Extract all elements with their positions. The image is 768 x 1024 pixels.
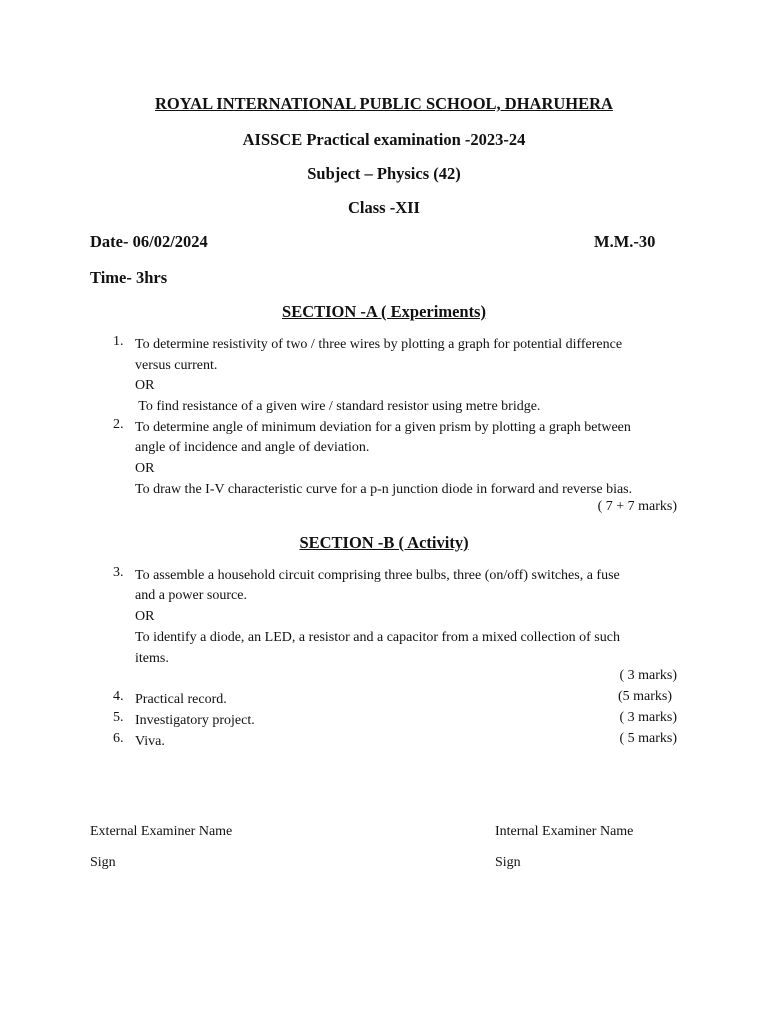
item-1-alternative: To find resistance of a given wire / standard resistor using metre bridge. — [135, 399, 541, 414]
section-a-title: SECTION -A ( Experiments) — [282, 302, 486, 321]
item-2-line-2: angle of incidence and angle of deviation. — [135, 440, 370, 455]
item-6-marks: ( 5 marks) — [619, 731, 677, 746]
exam-title: AISSCE Practical examination -2023-24 — [242, 130, 526, 149]
item-3-line-1: To assemble a household circuit comprising three bulbs, three (on/off) switches, a fuse — [135, 568, 620, 583]
item-3-alternative-line-2: items. — [135, 651, 169, 666]
section-b-title: SECTION -B ( Activity) — [299, 533, 469, 552]
item-number: 1. — [113, 334, 124, 349]
item-1-line-1: To determine resistivity of two / three wires by plotting a graph for potential difference — [135, 337, 623, 352]
school-name: ROYAL INTERNATIONAL PUBLIC SCHOOL, DHARUHERA — [155, 94, 613, 113]
item-2-line-1: To determine angle of minimum deviation for a given prism by plotting a graph between — [135, 420, 631, 435]
item-2-alternative: To draw the I-V characteristic curve for a p-n junction diode in forward and reverse bias. — [135, 482, 633, 497]
item-4-marks: (5 marks) — [617, 689, 672, 704]
item-4-text: Practical record. — [135, 692, 227, 707]
item-6-text: Viva. — [135, 734, 165, 749]
item-1-or: OR — [135, 378, 155, 393]
item-number: 6. — [113, 731, 124, 746]
internal-examiner-name: Internal Examiner Name — [495, 824, 634, 839]
item-2-or: OR — [135, 461, 155, 476]
item-number: 2. — [113, 417, 124, 432]
subject-line: Subject – Physics (42) — [307, 164, 461, 183]
exam-date: Date- 06/02/2024 — [90, 232, 208, 251]
item-3-marks: ( 3 marks) — [619, 668, 677, 683]
internal-examiner-sign: Sign — [495, 855, 521, 870]
external-examiner-sign: Sign — [90, 855, 116, 870]
item-number: 3. — [113, 565, 124, 580]
class-line: Class -XII — [348, 198, 420, 217]
section-a-marks: ( 7 + 7 marks) — [597, 499, 677, 514]
item-5-marks: ( 3 marks) — [619, 710, 677, 725]
item-3-or: OR — [135, 609, 155, 624]
item-number: 5. — [113, 710, 124, 725]
exam-time: Time- 3hrs — [90, 268, 168, 287]
item-3-line-2: and a power source. — [135, 588, 247, 603]
item-5-text: Investigatory project. — [135, 713, 255, 728]
item-number: 4. — [113, 689, 124, 704]
external-examiner-name: External Examiner Name — [90, 824, 233, 839]
max-marks: M.M.-30 — [594, 232, 656, 251]
item-3-alternative-line-1: To identify a diode, an LED, a resistor and a capacitor from a mixed collection of such — [135, 630, 620, 645]
item-1-line-2: versus current. — [135, 358, 218, 373]
